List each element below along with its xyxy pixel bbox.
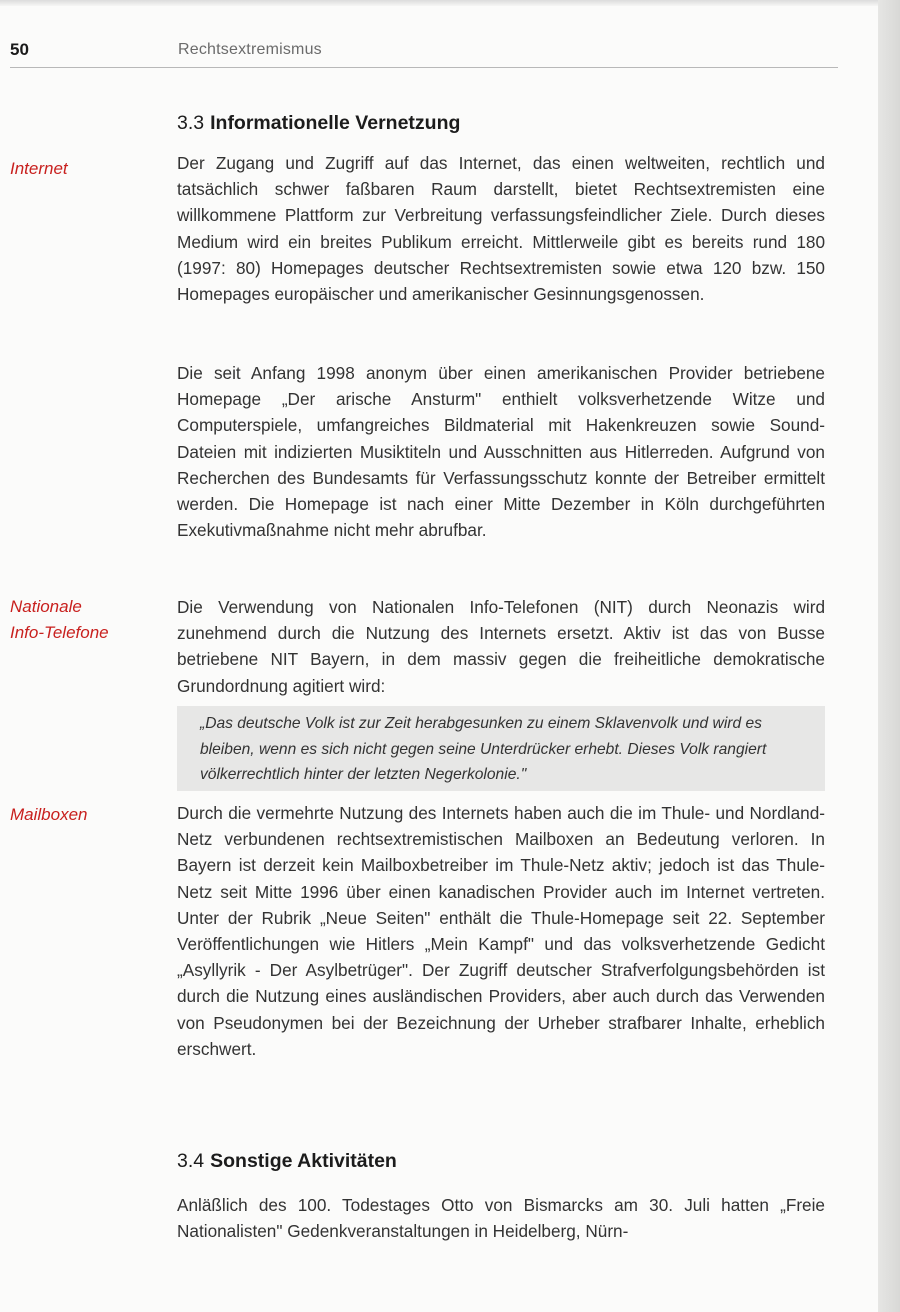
section-heading-3-3 xyxy=(177,112,460,135)
margin-note-line: Info-Telefone xyxy=(10,623,109,642)
paragraph-homepage: Die seit Anfang 1998 anonym über einen amerikanischen Provider betriebene Homepage „Der arische Ansturm" enthielt volksverhetzende Witze und Computerspiele, umfangreiches Bildmaterial mit Hakenkreuzen sowie Sound-Dateien mit indizierten Musiktiteln und Ausschnitten aus Hitlerreden. Aufgrund von Recherchen des Bundesamts für Verfassungsschutz konnte der Betreiber ermittelt werden. Die Homepage ist nach einer Mitte Dezember in Köln durchgeführten Exekutivmaßnahme nicht mehr abrufbar. xyxy=(177,363,825,541)
section-title: Informationelle Vernetzung xyxy=(210,112,461,134)
paragraph-bismarck: Anläßlich des 100. Todestages Otto von Bismarcks am 30. Juli hatten „Freie Nationalisten" Gedenkveranstaltungen in Heidelberg, Nürn- xyxy=(177,1195,825,1242)
paragraph-nit: Die Verwendung von Nationalen Info-Telefonen (NIT) durch Neonazis wird zunehmend durch die Nutzung des Internets ersetzt. Aktiv ist das von Busse betriebene NIT Bayern, in dem massiv gegen die freiheitliche demokratische Grundordnung agitiert wird: xyxy=(177,597,825,696)
paragraph-internet: Der Zugang und Zugriff auf das Internet, das einen weltweiten, rechtlich und tatsächlich schwer faßbaren Raum darstellt, bietet Rechtsextremisten eine willkommene Plattform zur Verbreitung verfassungsfeindlicher Ziele. Durch dieses Medium wird ein breites Publikum erreicht. Mittlerweile gibt es bereits rund 180 (1997: 80) Homepages deutscher Rechtsextremisten sowie etwa 120 bzw. 150 Homepages europäischer und amerikanischer Gesinnungsgenossen. xyxy=(177,153,825,305)
section-heading-3-4 xyxy=(177,1150,397,1173)
margin-note-line: Nationale xyxy=(10,597,82,616)
margin-note-internet: Internet xyxy=(10,159,68,178)
section-title: Sonstige Aktivitäten xyxy=(210,1150,397,1172)
quote-block: „Das deutsche Volk ist zur Zeit herabgesunken zu einem Sklavenvolk und wird es bleiben, wenn es sich nicht gegen seine Unterdrücker erhebt. Dieses Volk rangiert völkerrechtlich hinter der letzten Negerkolonie." xyxy=(177,706,825,791)
running-head: Rechtsextremismus xyxy=(178,41,322,58)
margin-note-mailboxen: Mailboxen xyxy=(10,805,88,824)
page-top-edge xyxy=(0,0,878,6)
paragraph-mailboxen: Durch die vermehrte Nutzung des Internets haben auch die im Thule- und Nordland-Netz verbundenen rechtsextremistischen Mailboxen an Bedeutung verloren. In Bayern ist derzeit kein Mailboxbetreiber im Thule-Netz aktiv; jedoch ist das Thule-Netz seit Mitte 1996 über einen kanadischen Provider auch im Internet vertreten. Unter der Rubrik „Neue Seiten" enthält die Thule-Homepage seit 22. September Veröffentlichungen wie Hitlers „Mein Kampf" und das volksverhetzende Gedicht „Asyllyrik - Der Asylbetrüger". Der Zugriff deutscher Strafverfolgungsbehörden ist durch die Nutzung eines ausländischen Providers, aber auch durch das Verwenden von Pseudonymen bei der Bezeichnung der Urheber strafbarer Inhalte, erheblich erschwert. xyxy=(177,803,825,1059)
page-header xyxy=(10,40,838,68)
section-number: 3.3 xyxy=(177,112,205,134)
page-right-edge xyxy=(878,0,900,1312)
page-number: 50 xyxy=(10,40,29,59)
section-number: 3.4 xyxy=(177,1150,205,1172)
margin-note-info-telefone xyxy=(10,594,109,646)
